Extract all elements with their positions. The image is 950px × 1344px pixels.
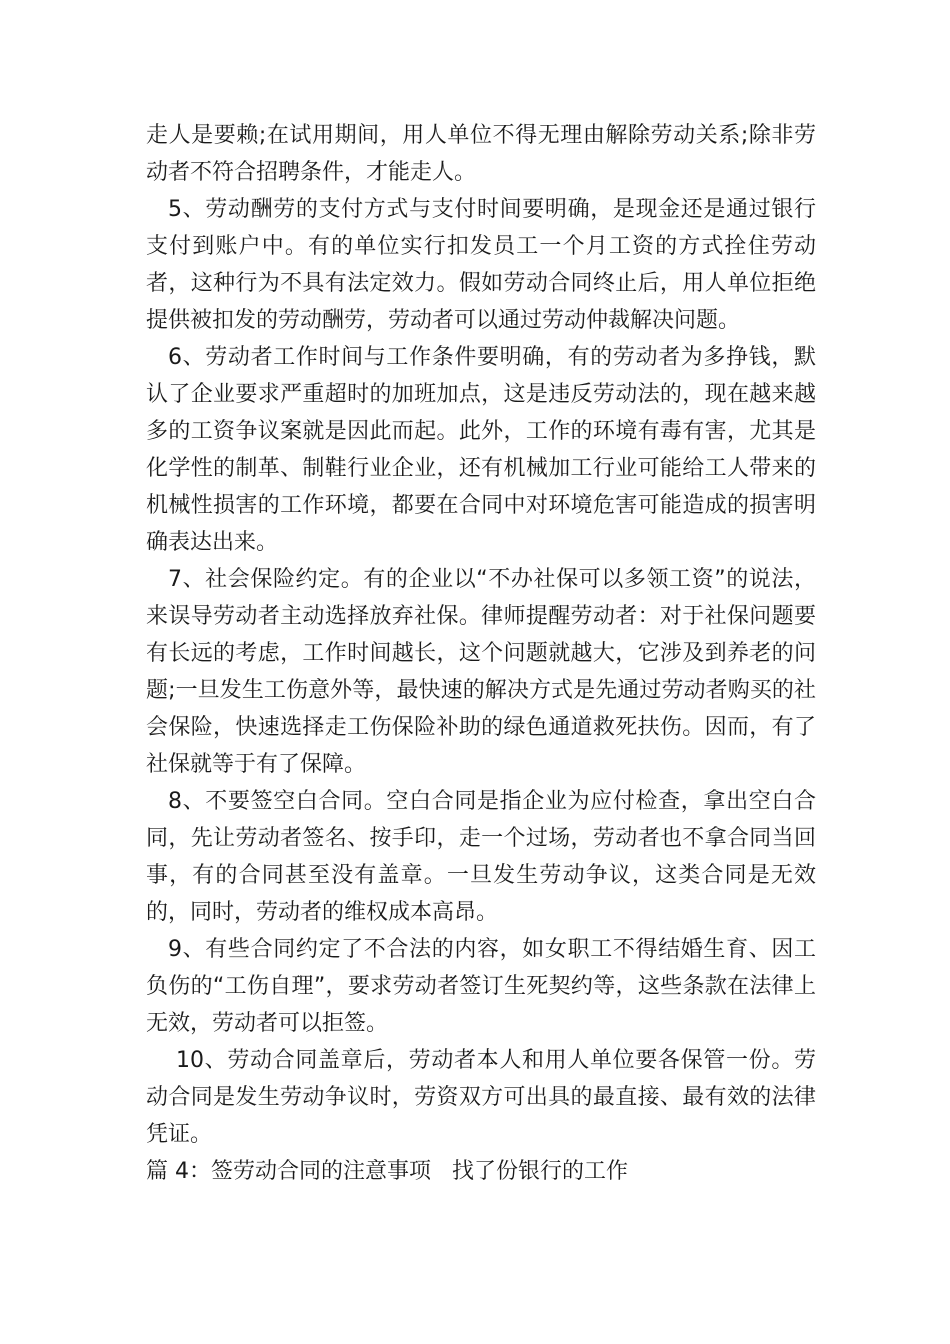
section-heading: 篇 4：签劳动合同的注意事项 找了份银行的工作: [146, 1159, 628, 1184]
paragraph-item-6: 6、劳动者工作时间与工作条件要明确，有的劳动者为多挣钱，默认了企业要求严重超时的加班加点，这是违反劳动法的，现在越来越多的工资争议案就是因此而起。此外，工作的环境有毒有害，尤其是化学性的制革、制鞋行业企业，还有机械加工行业可能给工人带来的机械性损害的工作环境，都要在合同中对环境危害可能造成的损害明确表达出来。: [146, 345, 816, 555]
paragraph-item-7: 7、社会保险约定。有的企业以“不办社保可以多领工资”的说法，来误导劳动者主动选择放弃社保。律师提醒劳动者：对于社保问题要有长远的考虑，工作时间越长，这个问题就越大，它涉及到养老的问题;一旦发生工伤意外等，最快速的解决方式是先通过劳动者购买的社会保险，快速选择走工伤保险补助的绿色通道救死扶伤。因而，有了社保就等于有了保障。: [146, 567, 816, 777]
paragraph-continuation: 走人是要赖;在试用期间，用人单位不得无理由解除劳动关系;除非劳动者不符合招聘条件，才能走人。: [146, 123, 816, 185]
paragraph-item-10: 10、劳动合同盖章后，劳动者本人和用人单位要各保管一份。劳动合同是发生劳动争议时，劳资双方可出具的最直接、最有效的法律凭证。: [146, 1048, 816, 1147]
paragraph-item-8: 8、不要签空白合同。空白合同是指企业为应付检查，拿出空白合同，先让劳动者签名、按手印，走一个过场，劳动者也不拿合同当回事，有的合同甚至没有盖章。一旦发生劳动争议，这类合同是无效的，同时，劳动者的维权成本高昂。: [146, 789, 816, 925]
paragraph-item-5: 5、劳动酬劳的支付方式与支付时间要明确，是现金还是通过银行支付到账户中。有的单位实行扣发员工一个月工资的方式拴住劳动者，这种行为不具有法定效力。假如劳动合同终止后，用人单位拒绝提供被扣发的劳动酬劳，劳动者可以通过劳动仲裁解决问题。: [146, 197, 816, 333]
document-page: [146, 117, 816, 1190]
paragraph-item-9: 9、有些合同约定了不合法的内容，如女职工不得结婚生育、因工负伤的“工伤自理”，要求劳动者签订生死契约等，这些条款在法律上无效，劳动者可以拒签。: [146, 937, 816, 1036]
